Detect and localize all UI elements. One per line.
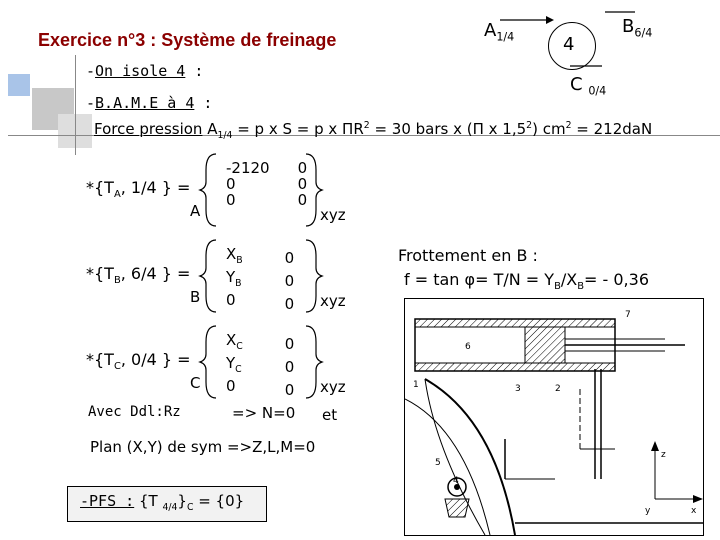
matrix-cell: 0 [226, 377, 236, 395]
matrix-cell: 0 [297, 191, 308, 209]
isolation-line: -On isole 4 : [86, 62, 204, 80]
matrix-cell: 0 [284, 294, 295, 313]
drawing-label: 4 [453, 476, 459, 486]
pfs-line: -PFS : {T $_{4/4}\}_C = \{0\}$ [80, 492, 245, 513]
matrix-cell: 0 [284, 357, 295, 376]
matrix-cell: $Y_B$ [226, 268, 242, 289]
force-c-label: C $_{0/4}$ [570, 74, 607, 98]
drawing-label: 3 [515, 384, 521, 394]
torsor-b-basis: xyz [320, 292, 346, 310]
drawing-label: x [691, 506, 697, 516]
technical-drawing [404, 298, 704, 536]
decoration-vline [75, 55, 76, 155]
matrix-cell: 0 [284, 271, 295, 290]
force-a-label: $A_{1/4}$ [484, 20, 515, 44]
matrix-cell: -2120 [226, 159, 270, 177]
force-b-label: $B_{6/4}$ [622, 16, 653, 40]
drawing-label: z [661, 450, 666, 460]
torsor-b-matrix [220, 246, 300, 315]
matrix-cell: 0 [226, 175, 236, 193]
matrix-cell: 0 [284, 248, 295, 267]
torsor-c-basis: xyz [320, 378, 346, 396]
force-pressure-line: Force pression $A_{1/4} = p$ x S = p x $\Pi R^2 = 30$ bars x (Π x $1,5^2$) $cm^2 = 212daN$ [94, 120, 653, 141]
friction-title: Frottement en B : [398, 246, 538, 265]
ddl-label: Avec Ddl:Rz [88, 404, 181, 420]
friction-formula: $f = \tan \varphi= T/N = Y_B/X_B= - 0,36$ [404, 270, 649, 293]
matrix-cell: $X_C$ [226, 331, 243, 352]
torsor-a-point: A [190, 202, 201, 220]
page-title: Exercice n°3 : Système de freinage [38, 30, 337, 50]
drawing-label: 7 [625, 310, 631, 320]
drawing-label: 6 [465, 342, 471, 352]
matrix-cell: 0 [297, 175, 308, 193]
torsor-a-basis: xyz [320, 206, 346, 224]
decoration-square-blue [8, 74, 30, 96]
torsor-c-matrix [220, 332, 300, 401]
torsor-a-name: $*\{T_A$, 1/4 } = [86, 178, 191, 201]
drawing-label: 1 [413, 380, 419, 390]
part-4-label: 4 [563, 34, 575, 55]
ddl-et: et [322, 406, 338, 424]
plan-line: Plan (X,Y) de sym =>Z,L,M=0 [90, 438, 316, 456]
ddl-result: => N=0 [232, 404, 296, 422]
matrix-cell: 0 [226, 291, 236, 309]
matrix-cell: $Y_C$ [226, 354, 242, 375]
drawing-label: 2 [555, 384, 561, 394]
torsor-c-name: $*\{T_C$, 0/4 } = [86, 350, 191, 373]
torsor-c-point: C [190, 374, 201, 392]
matrix-cell: $X_B$ [226, 245, 243, 266]
torsor-b-point: B [190, 288, 201, 306]
drawing-label: y [645, 506, 651, 516]
drawing-label: 5 [435, 458, 441, 468]
matrix-cell: 0 [226, 191, 236, 209]
bame-line: -B.A.M.E à 4 : [86, 94, 213, 112]
torsor-a-matrix [220, 160, 313, 208]
torsor-b-name: $*\{T_B$, 6/4 } = [86, 264, 191, 287]
matrix-cell: 0 [284, 334, 295, 353]
brake-mechanism-drawing [405, 299, 703, 535]
matrix-cell: 0 [297, 159, 308, 177]
matrix-cell: 0 [284, 380, 295, 399]
